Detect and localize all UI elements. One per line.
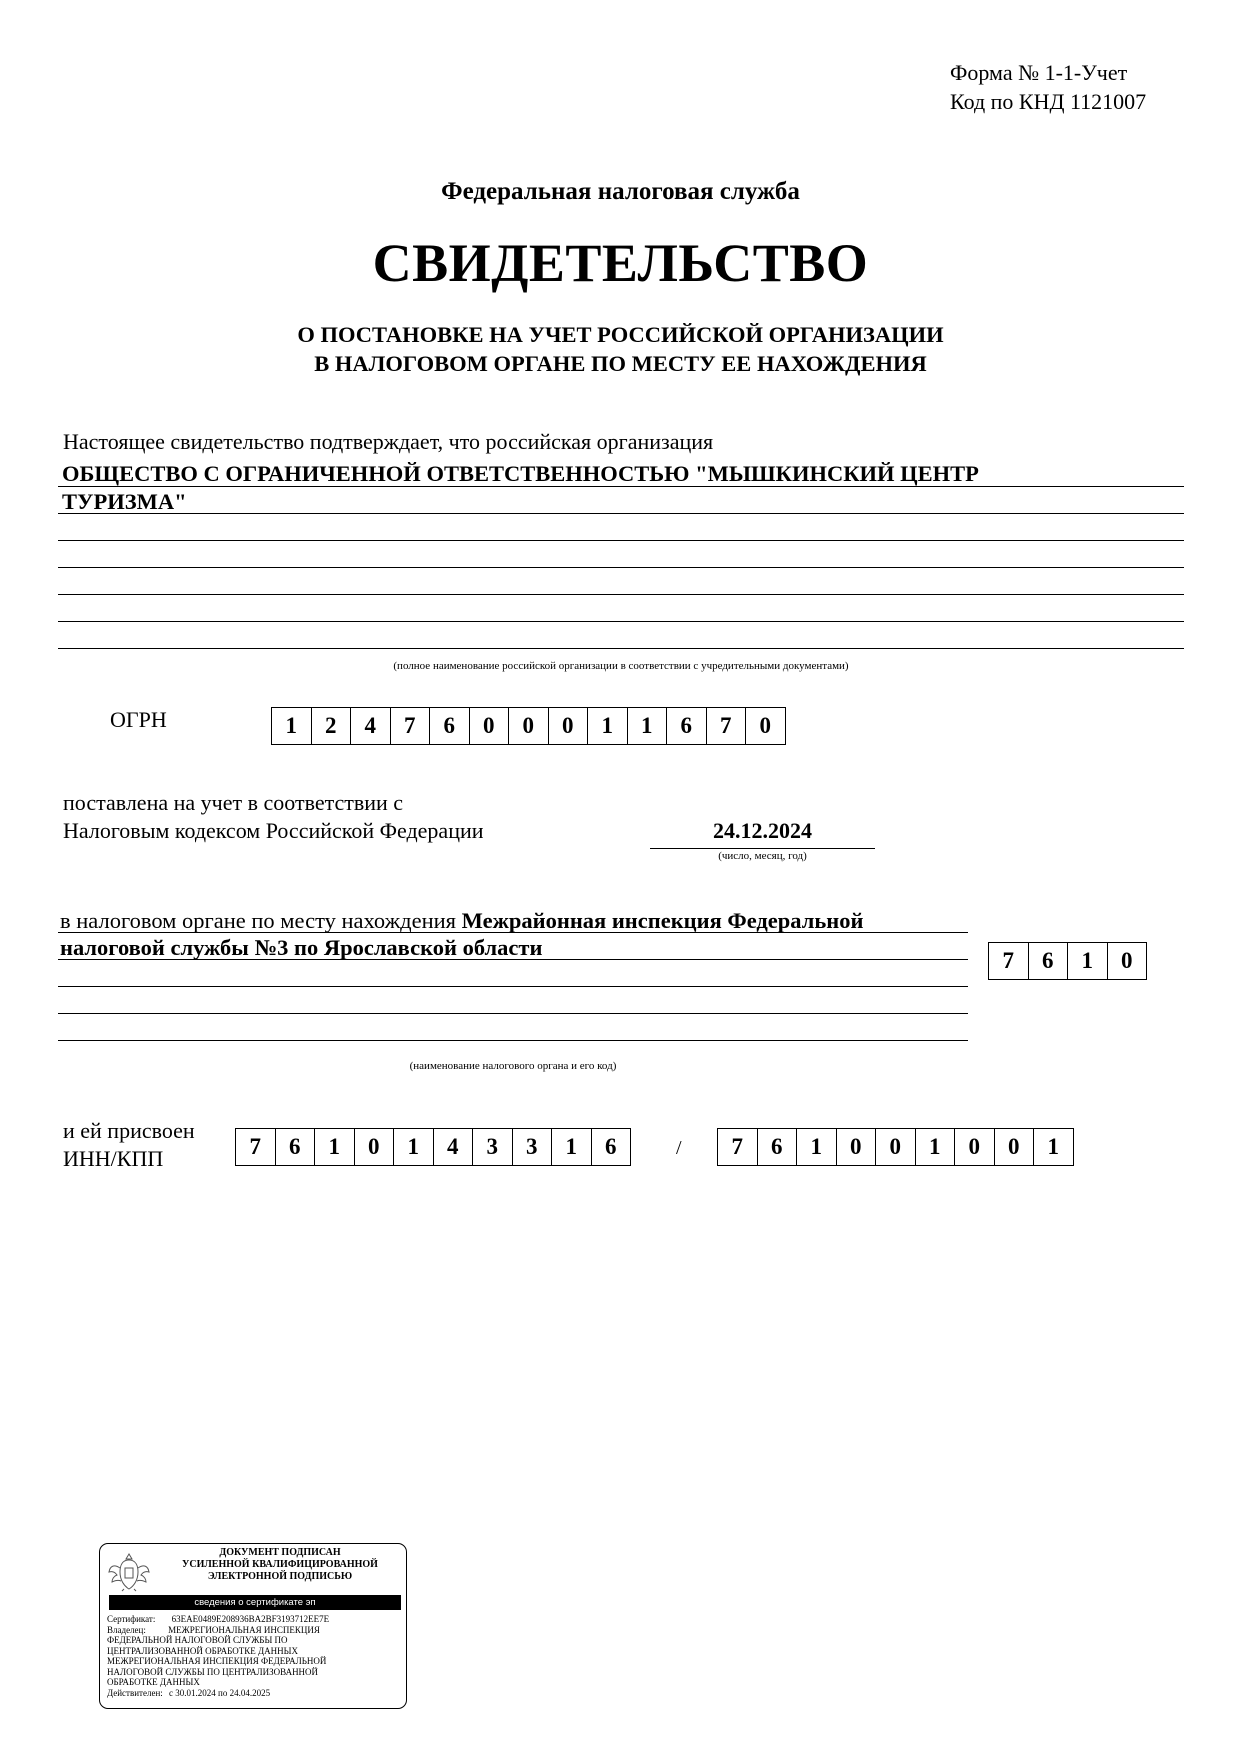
owner-label: Владелец: xyxy=(107,1624,146,1635)
digit-box: 1 xyxy=(272,707,312,745)
digit-box: 3 xyxy=(513,1128,553,1166)
digit-box: 7 xyxy=(391,707,431,745)
inn-kpp-label-line-1: и ей присвоен xyxy=(63,1118,195,1143)
digit-box: 6 xyxy=(592,1128,632,1166)
subtitle-line-1: О ПОСТАНОВКЕ НА УЧЕТ РОССИЙСКОЙ ОРГАНИЗАЦИИ xyxy=(297,322,944,347)
registration-text xyxy=(63,789,484,845)
digit-box: 3 xyxy=(473,1128,513,1166)
digit-box: 6 xyxy=(430,707,470,745)
stamp-title-line-2: УСИЛЕННОЙ КВАЛИФИЦИРОВАННОЙ xyxy=(182,1559,378,1570)
stamp-cert-row xyxy=(107,1614,403,1625)
underline xyxy=(58,648,1184,649)
stamp-details xyxy=(107,1614,403,1698)
intro-text: Настоящее свидетельство подтверждает, что российская организация xyxy=(63,429,714,454)
digit-box: 0 xyxy=(509,707,549,745)
cert-label: Сертификат: xyxy=(107,1614,156,1624)
ogrn-label: ОГРН xyxy=(110,707,167,732)
stamp-owner-row xyxy=(107,1625,403,1636)
tax-office-caption: (наименование налогового органа и его код) xyxy=(409,1060,617,1072)
digit-box: 1 xyxy=(394,1128,434,1166)
registration-date: 24.12.2024 xyxy=(713,818,812,843)
digit-box: 6 xyxy=(758,1128,798,1166)
owner-line-2: ФЕДЕРАЛЬНОЙ НАЛОГОВОЙ СЛУЖБЫ ПО xyxy=(107,1635,288,1645)
underline xyxy=(58,932,968,933)
owner-line-4: МЕЖРЕГИОНАЛЬНАЯ ИНСПЕКЦИЯ ФЕДЕРАЛЬНОЙ xyxy=(107,1656,327,1666)
page-title: СВИДЕТЕЛЬСТВО xyxy=(372,233,869,293)
digit-box: 4 xyxy=(434,1128,474,1166)
digit-box: 7 xyxy=(707,707,747,745)
stamp-valid-row xyxy=(107,1688,403,1699)
underline xyxy=(58,986,968,987)
digit-box: 0 xyxy=(837,1128,877,1166)
digit-box: 0 xyxy=(995,1128,1035,1166)
digit-box: 0 xyxy=(549,707,589,745)
tax-office-prefix: в налоговом органе по месту нахождения xyxy=(60,908,457,933)
digit-box: 1 xyxy=(1068,942,1108,980)
digit-box: 1 xyxy=(588,707,628,745)
digit-box: 6 xyxy=(276,1128,316,1166)
registration-line-1: поставлена на учет в соответствии с xyxy=(63,790,404,815)
org-name-line-1: ОБЩЕСТВО С ОГРАНИЧЕННОЙ ОТВЕТСТВЕННОСТЬЮ "МЫШКИНСКИЙ ЦЕНТР xyxy=(62,461,979,486)
form-header xyxy=(950,58,1146,116)
digit-box: 7 xyxy=(236,1128,276,1166)
inn-kpp-label xyxy=(63,1117,195,1173)
underline xyxy=(58,1013,968,1014)
cert-value: 63EAE0489E208936BA2BF3193712EE7E xyxy=(171,1614,330,1624)
tax-office-name-1: Межрайонная инспекция Федеральной xyxy=(461,908,864,933)
digit-box: 1 xyxy=(628,707,668,745)
digit-box: 4 xyxy=(351,707,391,745)
signature-stamp xyxy=(99,1543,407,1709)
inn-kpp-separator: / xyxy=(676,1137,682,1159)
org-name-line-2: ТУРИЗМА" xyxy=(62,489,187,514)
digit-box: 0 xyxy=(470,707,510,745)
digit-box: 6 xyxy=(667,707,707,745)
digit-box: 1 xyxy=(916,1128,956,1166)
inn-boxes xyxy=(235,1128,631,1166)
date-underline xyxy=(650,848,875,849)
digit-box: 0 xyxy=(955,1128,995,1166)
owner-line-5: НАЛОГОВОЙ СЛУЖБЫ ПО ЦЕНТРАЛИЗОВАННОЙ xyxy=(107,1666,319,1677)
digit-box: 1 xyxy=(552,1128,592,1166)
tax-office-name-2: налоговой службы №3 по Ярославской области xyxy=(60,935,543,960)
digit-box: 2 xyxy=(312,707,352,745)
stamp-info-bar: сведения о сертификате эп xyxy=(109,1595,401,1610)
owner-line-1: МЕЖРЕГИОНАЛЬНАЯ ИНСПЕКЦИЯ xyxy=(168,1624,320,1635)
underline xyxy=(58,594,1184,595)
stamp-title-line-1: ДОКУМЕНТ ПОДПИСАН xyxy=(219,1547,341,1558)
valid-label: Действителен: xyxy=(107,1687,163,1698)
owner-line-3: ЦЕНТРАЛИЗОВАННОЙ ОБРАБОТКЕ ДАННЫХ xyxy=(107,1645,299,1656)
registration-line-2: Налоговым кодексом Российской Федерации xyxy=(63,818,484,843)
digit-box: 0 xyxy=(876,1128,916,1166)
agency-name: Федеральная налоговая служба xyxy=(441,178,800,205)
underline xyxy=(58,540,1184,541)
date-caption: (число, месяц, год) xyxy=(718,850,807,862)
inn-kpp-label-line-2: ИНН/КПП xyxy=(63,1146,164,1171)
underline xyxy=(58,621,1184,622)
underline xyxy=(58,959,968,960)
tax-office-code-boxes xyxy=(988,942,1147,980)
stamp-title-line-3: ЭЛЕКТРОННОЙ ПОДПИСЬЮ xyxy=(207,1571,353,1582)
underline xyxy=(58,1040,968,1041)
org-name-caption: (полное наименование российской организации в соответствии с учредительными документами) xyxy=(393,660,849,672)
digit-box: 0 xyxy=(1108,942,1148,980)
digit-box: 7 xyxy=(718,1128,758,1166)
document-subtitle xyxy=(0,320,1241,378)
owner-line-6: ОБРАБОТКЕ ДАННЫХ xyxy=(107,1677,200,1687)
digit-box: 0 xyxy=(746,707,786,745)
underline xyxy=(58,567,1184,568)
digit-box: 6 xyxy=(1029,942,1069,980)
tax-office-line-1 xyxy=(60,907,863,935)
ogrn-boxes xyxy=(271,707,786,745)
subtitle-line-2: В НАЛОГОВОМ ОРГАНЕ ПО МЕСТУ ЕЕ НАХОЖДЕНИЯ xyxy=(314,351,927,376)
stamp-title xyxy=(160,1547,400,1583)
digit-box: 1 xyxy=(797,1128,837,1166)
organization-name xyxy=(62,460,1172,516)
digit-box: 0 xyxy=(355,1128,395,1166)
coat-of-arms-icon xyxy=(106,1550,152,1592)
digit-box: 1 xyxy=(1034,1128,1074,1166)
digit-box: 1 xyxy=(315,1128,355,1166)
kpp-boxes xyxy=(717,1128,1074,1166)
form-number: Форма № 1-1-Учет xyxy=(950,60,1128,85)
digit-box: 7 xyxy=(989,942,1029,980)
knd-code: Код по КНД 1121007 xyxy=(950,89,1147,114)
valid-value: с 30.01.2024 по 24.04.2025 xyxy=(169,1687,271,1698)
